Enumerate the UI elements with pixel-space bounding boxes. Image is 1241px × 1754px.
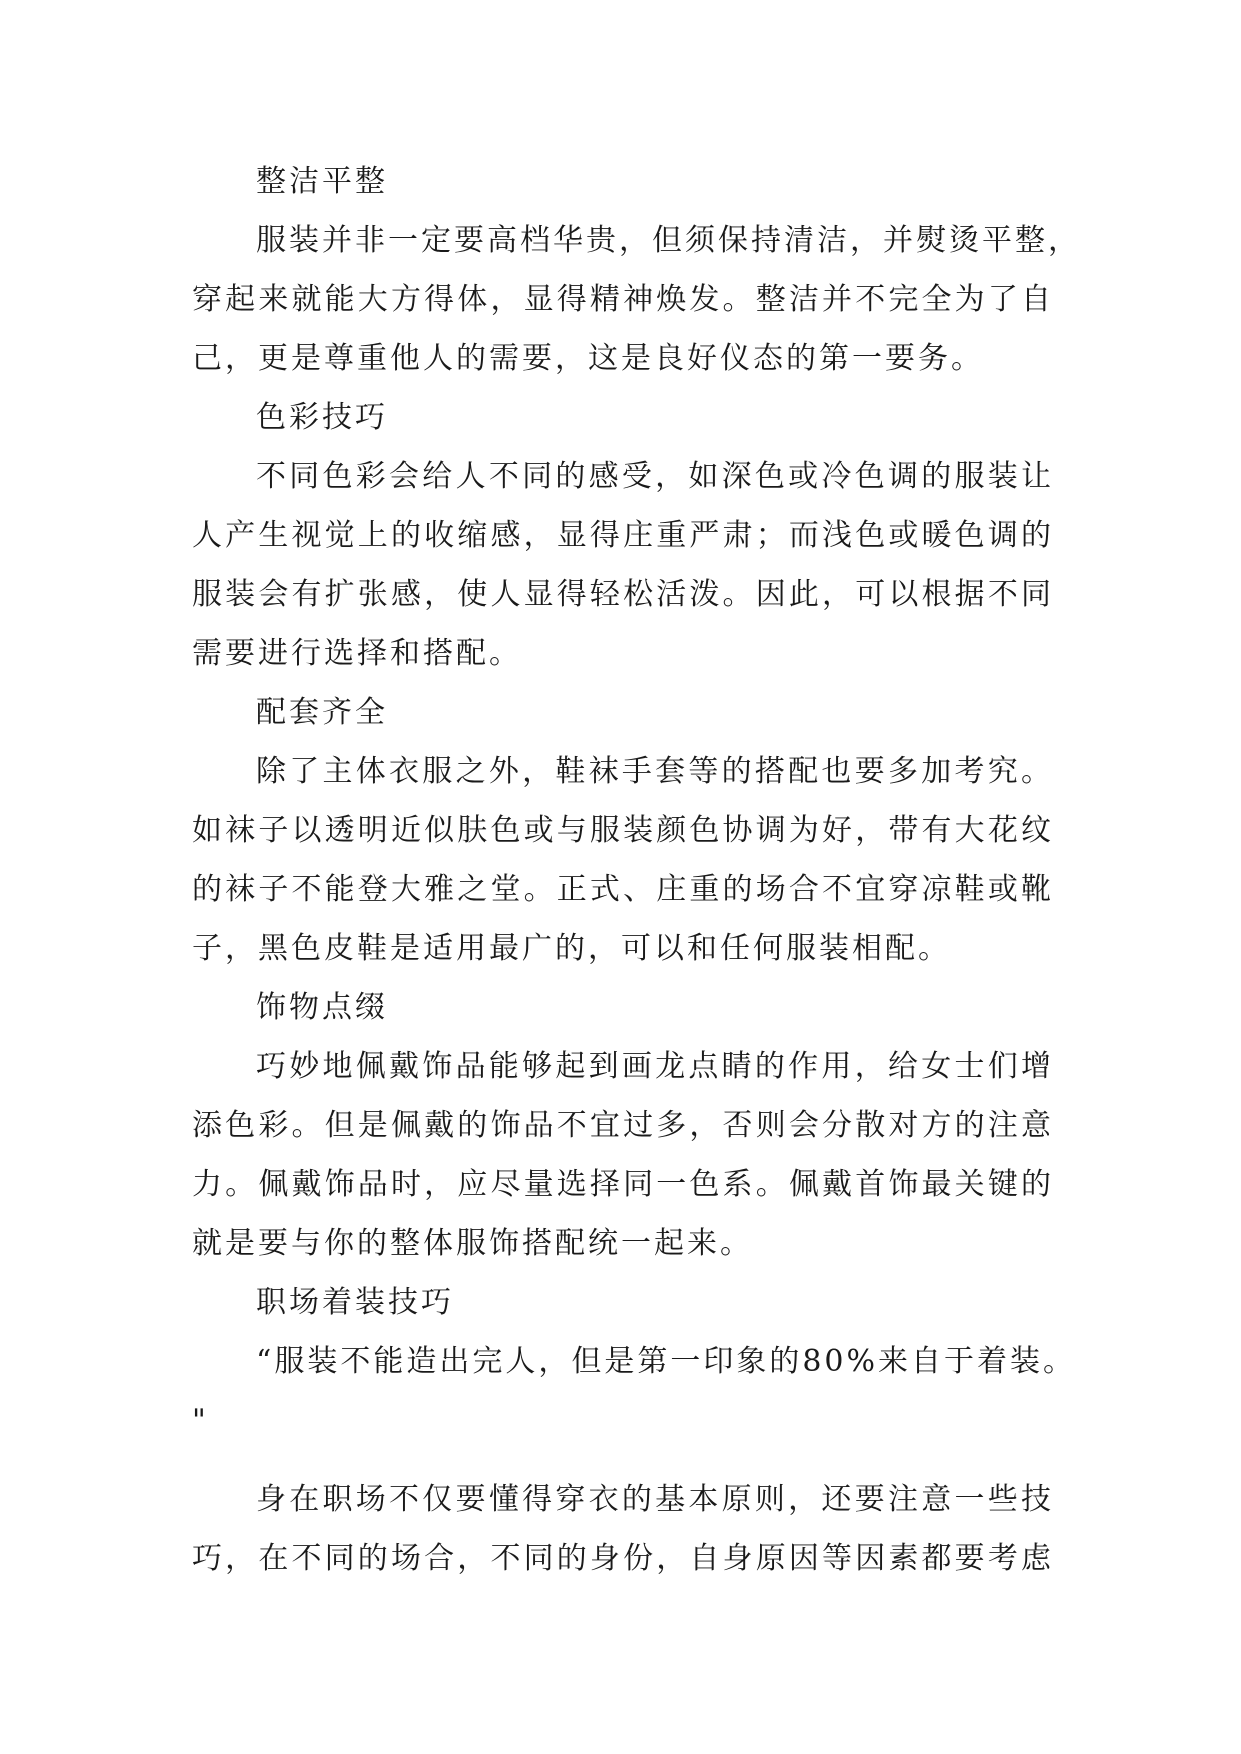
paragraph-line: 服装并非一定要高档华贵，但须保持清洁，并熨烫平整， (256, 223, 1081, 258)
paragraph-line: 的袜子不能登大雅之堂。正式、庄重的场合不宜穿凉鞋或靴 (192, 872, 1054, 907)
paragraph-line: 就是要与你的整体服饰搭配统一起来。 (192, 1226, 753, 1261)
paragraph-line: 穿起来就能大方得体，显得精神焕发。整洁并不完全为了自 (192, 282, 1054, 317)
section-heading-matching: 配套齐全 (256, 695, 388, 730)
section-heading-workplace: 职场着装技巧 (256, 1285, 454, 1320)
paragraph-line: 人产生视觉上的收缩感，显得庄重严肃；而浅色或暖色调的 (192, 518, 1054, 553)
paragraph-line: 除了主体衣服之外，鞋袜手套等的搭配也要多加考究。 (256, 754, 1054, 789)
document-page (192, 152, 1081, 1588)
paragraph-line: 需要进行选择和搭配。 (192, 636, 522, 671)
paragraph-line: 巧妙地佩戴饰品能够起到画龙点睛的作用，给女士们增 (256, 1049, 1054, 1084)
paragraph-line: 力。佩戴饰品时，应尽量选择同一色系。佩戴首饰最关键的 (192, 1167, 1054, 1202)
paragraph-line: 身在职场不仅要懂得穿衣的基本原则，还要注意一些技 (256, 1482, 1054, 1517)
quote-closing-mark: " (192, 1403, 209, 1438)
paragraph-line: 己，更是尊重他人的需要，这是良好仪态的第一要务。 (192, 341, 984, 376)
section-heading-accessories: 饰物点缀 (256, 990, 388, 1025)
paragraph-line: 子，黑色皮鞋是适用最广的，可以和任何服装相配。 (192, 931, 951, 966)
paragraph-line: 巧，在不同的场合，不同的身份，自身原因等因素都要考虑 (192, 1541, 1054, 1576)
paragraph-line: 服装会有扩张感，使人显得轻松活泼。因此，可以根据不同 (192, 577, 1054, 612)
paragraph-line: 如袜子以透明近似肤色或与服装颜色协调为好，带有大花纹 (192, 813, 1054, 848)
section-heading-neat: 整洁平整 (256, 164, 388, 199)
paragraph-line: 不同色彩会给人不同的感受，如深色或冷色调的服装让 (256, 459, 1054, 494)
section-heading-color: 色彩技巧 (256, 400, 388, 435)
paragraph-line: 添色彩。但是佩戴的饰品不宜过多，否则会分散对方的注意 (192, 1108, 1054, 1143)
quote-line: “服装不能造出完人，但是第一印象的80%来自于着装。 (256, 1344, 1077, 1379)
